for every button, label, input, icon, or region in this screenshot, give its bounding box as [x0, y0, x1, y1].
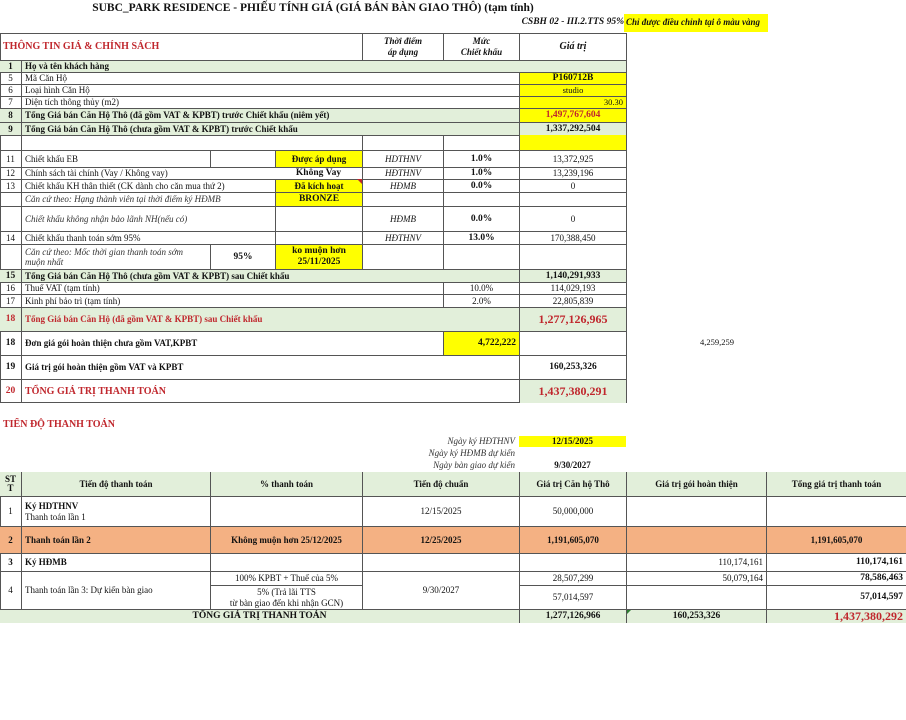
vat-rate: 10.0% — [443, 282, 519, 294]
schedule-total-unit-value: 1,277,126,966 — [519, 609, 626, 623]
handover-date-value: 9/30/2027 — [554, 460, 591, 471]
standard-date-cell: 12/15/2025 — [362, 496, 519, 526]
early-payment-basis-label — [21, 244, 210, 269]
deadline-l2: 25/11/2025 — [297, 257, 341, 267]
early-payment-pct[interactable]: 95% — [210, 244, 275, 269]
unit-code-input[interactable]: P160712B — [519, 72, 626, 84]
row-no: 16 — [0, 282, 21, 294]
unit-value-cell: 28,507,299 — [519, 571, 626, 585]
finance-policy-value: 13,239,196 — [519, 167, 626, 179]
no-bank-guarantee-value: 0 — [519, 206, 626, 231]
finishing-package-label: Giá trị gói hoàn thiện gồm VAT và KPBT — [21, 355, 519, 379]
col-header-pct: % thanh toán — [210, 472, 362, 496]
handover-date-label: Ngày bàn giao dự kiến — [433, 460, 515, 471]
pct-cell: Không muộn hơn 25/12/2025 — [210, 526, 362, 553]
col-header-stage: Tiến độ thanh toán — [21, 472, 210, 496]
early-payment-basis-l2: muộn nhất — [25, 257, 64, 267]
eb-discount-label: Chiết khấu EB — [21, 150, 210, 167]
standard-date-cell: 9/30/2027 — [362, 571, 519, 609]
vat-label: Thuế VAT (tạm tính) — [21, 282, 443, 294]
standard-date-cell: 12/25/2025 — [362, 526, 519, 553]
empty-cell — [519, 244, 626, 269]
loyalty-discount-label: Chiết khấu KH thân thiết (CK dành cho căn mua thứ 2) — [21, 179, 275, 192]
early-payment-deadline[interactable] — [275, 244, 362, 269]
stt-l2: T — [7, 483, 14, 493]
finance-policy-label: Chính sách tài chính (Vay / Không vay) — [21, 167, 275, 179]
loyalty-discount-value: 0 — [519, 179, 626, 192]
row-no: 15 — [0, 269, 21, 282]
stage-cell: Thanh toán lần 3: Dự kiến bàn giao — [21, 571, 210, 609]
stt-cell: 4 — [0, 571, 21, 609]
total-cell — [766, 496, 906, 526]
eb-discount-value: 13,372,925 — [519, 150, 626, 167]
col-header-discount-l2: Chiết khấu — [460, 46, 503, 57]
stt-cell: 3 — [0, 553, 21, 571]
error-indicator-icon[interactable] — [627, 610, 631, 614]
row-no: 8 — [0, 108, 21, 122]
col-header-value: Giá trị — [519, 33, 626, 60]
finishing-unit-price-input[interactable]: 4,722,222 — [443, 331, 519, 355]
row-no-empty — [0, 206, 21, 231]
deadline-l1: ko muộn hơn — [292, 246, 346, 257]
list-price-label: Tổng Giá bán Căn Hộ Thô (đã gồm VAT & KPBT) trước Chiết khấu (niêm yết) — [21, 108, 519, 122]
row-no: 11 — [0, 150, 21, 167]
side-reference-value: 4,259,259 — [700, 337, 734, 348]
empty-cell — [443, 192, 519, 206]
no-bank-guarantee-time: HĐMB — [362, 206, 443, 231]
yellow-cell-note: Chỉ được điều chỉnh tại ô màu vàng — [624, 14, 768, 32]
stt-cell: 1 — [0, 496, 21, 526]
empty-cell — [210, 150, 275, 167]
pct-cell: 100% KPBT + Thuế của 5% — [210, 571, 362, 585]
schedule-total-finish-value: 160,253,326 — [626, 609, 766, 623]
unit-code-label: Mã Căn Hộ — [21, 72, 519, 84]
col-header-unit-value: Giá trị Căn hộ Thô — [519, 472, 626, 496]
col-header-time — [362, 33, 443, 60]
col-header-finish-value: Giá trị gói hoàn thiện — [626, 472, 766, 496]
row-no: 17 — [0, 294, 21, 307]
area-value[interactable]: 30.30 — [519, 96, 626, 108]
finance-policy-select[interactable]: Không Vay — [275, 167, 362, 179]
finish-value-cell: 110,174,161 — [626, 553, 766, 571]
grand-total-value: 1,437,380,291 — [519, 379, 626, 403]
unit-value-cell: 1,191,605,070 — [519, 526, 626, 553]
row-no: 18 — [0, 331, 21, 355]
loyalty-discount-status[interactable]: Đã kích hoạt — [275, 179, 362, 192]
finance-policy-time: HĐTHNV — [362, 167, 443, 179]
blank-yellow-cell[interactable] — [519, 135, 626, 150]
row-no: 13 — [0, 179, 21, 192]
stage-cell: Ký HĐMB — [21, 553, 210, 571]
col-header-discount-l1: Mức — [472, 36, 491, 47]
standard-date-cell — [362, 553, 519, 571]
total-cell: 1,191,605,070 — [766, 526, 906, 553]
no-bank-guarantee-label: Chiết khấu không nhận bảo lãnh NH(nếu có) — [21, 206, 275, 231]
vat-value: 114,029,193 — [519, 282, 626, 294]
pct-cell — [210, 553, 362, 571]
total-cell: 110,174,161 — [766, 553, 906, 571]
finance-policy-rate: 1.0% — [443, 167, 519, 179]
col-header-standard: Tiến độ chuẩn — [362, 472, 519, 496]
policy-code: CSBH 02 - III.2.TTS 95% — [521, 17, 624, 27]
row-no-empty — [0, 244, 21, 269]
schedule-grand-total: 1,437,380,292 — [766, 609, 906, 623]
sale-contract-date-value — [519, 448, 626, 459]
stt-l1: ST — [4, 474, 16, 484]
price-excl-vat-value: 1,337,292,504 — [519, 122, 626, 135]
empty-cell — [519, 331, 626, 355]
row-no: 6 — [0, 84, 21, 96]
finish-value-cell — [626, 496, 766, 526]
row-no: 14 — [0, 231, 21, 244]
section-title-schedule: TIẾN ĐỘ THANH TOÁN — [3, 419, 115, 431]
empty-cell — [362, 192, 443, 206]
maintenance-fee-rate: 2.0% — [443, 294, 519, 307]
row-no: 19 — [0, 355, 21, 379]
early-payment-rate: 13.0% — [443, 231, 519, 244]
early-payment-discount-label: Chiết khấu thanh toán sớm 95% — [21, 231, 275, 244]
finishing-package-value: 160,253,326 — [519, 355, 626, 379]
finish-value-cell — [626, 526, 766, 553]
col-header-total: Tổng giá trị thanh toán — [766, 472, 906, 496]
membership-basis-label: Căn cứ theo: Hạng thành viên tại thời điểm ký HĐMB — [21, 192, 275, 206]
empty-cell — [362, 244, 443, 269]
empty-cell — [275, 206, 362, 231]
divider — [362, 135, 363, 150]
customer-name-label: Họ và tên khách hàng — [21, 60, 626, 72]
row-no: 9 — [0, 122, 21, 135]
stage-subname: Thanh toán lần 1 — [25, 511, 86, 522]
row-no: 7 — [0, 96, 21, 108]
loyalty-discount-time: HĐMB — [362, 179, 443, 192]
price-after-discount-value: 1,140,291,933 — [519, 269, 626, 282]
unit-value-cell: 50,000,000 — [519, 496, 626, 526]
total-cell: 78,586,463 — [766, 571, 906, 585]
empty-cell — [443, 244, 519, 269]
eb-discount-time: HDTHNV — [362, 150, 443, 167]
pct-l1: 5% (Trả lãi TTS — [257, 587, 316, 598]
maintenance-fee-value: 22,805,839 — [519, 294, 626, 307]
total-price-after-discount-label: Tổng Giá bán Căn Hộ (đã gồm VAT & KPBT) sau Chiết khấu — [21, 307, 519, 331]
early-payment-time: HĐTHNV — [362, 231, 443, 244]
early-payment-value: 170,388,450 — [519, 231, 626, 244]
grand-total-label: TỔNG GIÁ TRỊ THANH TOÁN — [21, 379, 519, 403]
finish-value-cell — [626, 585, 766, 609]
empty-cell — [519, 192, 626, 206]
early-payment-basis-l1: Căn cứ theo: Mốc thời gian thanh toán sớm — [25, 246, 184, 257]
contract-date-label: Ngày ký HĐTHNV — [447, 436, 515, 447]
price-excl-vat-label: Tổng Giá bán Căn Hộ Thô (chưa gồm VAT & KPBT) trước Chiết khấu — [21, 122, 519, 135]
eb-discount-rate: 1.0% — [443, 150, 519, 167]
price-after-discount-label: Tổng Giá bán Căn Hộ Thô (chưa gồm VAT & KPBT) sau Chiết khấu — [21, 269, 519, 282]
row-no: 12 — [0, 167, 21, 179]
row-no: 18 — [0, 307, 21, 331]
row-no: 20 — [0, 379, 21, 403]
unit-type-value[interactable]: studio — [519, 84, 626, 96]
stage-name: Ký HDTHNV — [25, 501, 79, 512]
unit-value-cell — [519, 553, 626, 571]
stt-cell: 2 — [0, 526, 21, 553]
divider — [443, 135, 444, 150]
section-title-price: THÔNG TIN GIÁ & CHÍNH SÁCH — [3, 40, 160, 52]
no-bank-guarantee-rate: 0.0% — [443, 206, 519, 231]
total-price-after-discount-value: 1,277,126,965 — [519, 307, 626, 331]
contract-date-input[interactable]: 12/15/2025 — [519, 436, 626, 447]
sheet-title: SUBC_PARK RESIDENCE - PHIẾU TÍNH GIÁ (GIÁ BÁN BÀN GIAO THÔ) (tạm tính) — [92, 2, 534, 14]
divider — [21, 135, 22, 150]
finishing-unit-price-label: Đơn giá gói hoàn thiện chưa gồm VAT,KPBT — [21, 331, 443, 355]
schedule-total-label: TỔNG GIÁ TRỊ THANH TOÁN — [0, 609, 519, 623]
row-no-empty — [0, 192, 21, 206]
area-label: Diện tích thông thủy (m2) — [21, 96, 519, 108]
stage-cell — [21, 496, 210, 526]
unit-type-label: Loại hình Căn Hộ — [21, 84, 519, 96]
loyalty-discount-rate: 0.0% — [443, 179, 519, 192]
pct-l2: từ bàn giao đến khi nhận GCN) — [229, 597, 344, 608]
eb-discount-status[interactable]: Được áp dụng — [275, 150, 362, 167]
pct-cell — [210, 585, 362, 609]
col-header-stt — [0, 472, 21, 496]
row-no: 1 — [0, 60, 21, 72]
list-price-value: 1,497,767,604 — [519, 108, 626, 122]
maintenance-fee-label: Kinh phí bảo trì (tạm tính) — [21, 294, 443, 307]
stage-cell: Thanh toán lần 2 — [21, 526, 210, 553]
unit-value-cell: 57,014,597 — [519, 585, 626, 609]
membership-tier-value[interactable]: BRONZE — [275, 192, 362, 206]
finish-value-cell: 50,079,164 — [626, 571, 766, 585]
sale-contract-date-label: Ngày ký HĐMB dự kiến — [428, 448, 515, 459]
row-no: 5 — [0, 72, 21, 84]
col-header-time-l1: Thời điểm — [383, 36, 423, 47]
empty-cell — [275, 231, 362, 244]
pct-cell — [210, 496, 362, 526]
col-header-time-l2: áp dụng — [387, 46, 419, 57]
col-header-discount — [443, 33, 519, 60]
total-cell: 57,014,597 — [766, 585, 906, 609]
